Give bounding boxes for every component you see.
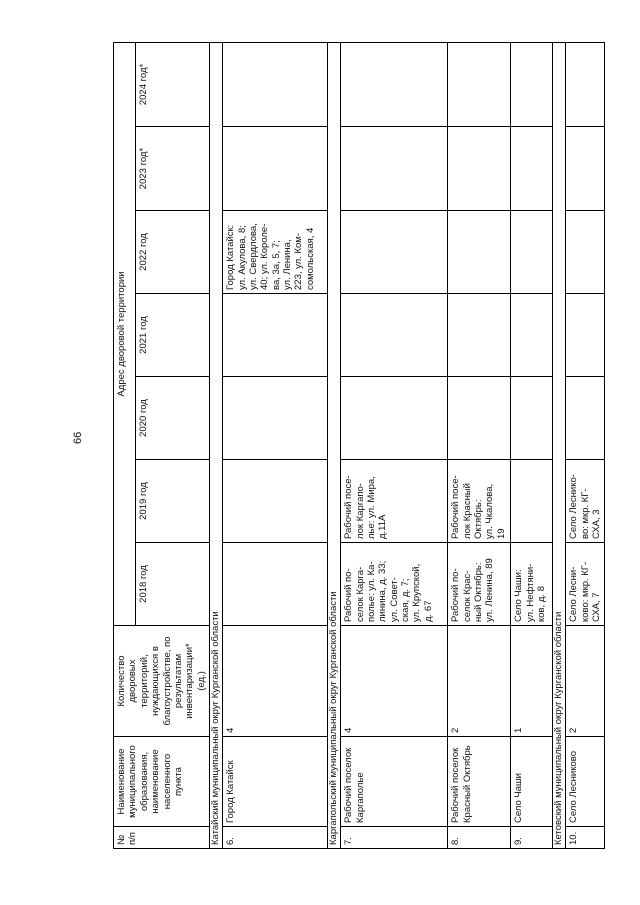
address-cell: [448, 42, 511, 126]
address-cell: [566, 127, 605, 211]
row-number: 8.: [448, 827, 511, 849]
address-cell: [566, 42, 605, 126]
territory-count: 2: [566, 626, 605, 737]
address-cell: [341, 127, 448, 211]
address-cell: [511, 127, 553, 211]
address-cell: [223, 543, 328, 626]
address-cell: [511, 294, 553, 377]
settlement-name: Рабочий поселок Красный Октябрь: [448, 737, 511, 827]
table-row: [511, 42, 553, 848]
address-cell: [566, 377, 605, 460]
territory-count: 4: [223, 626, 328, 737]
courtyard-territories-table: [113, 42, 605, 849]
settlement-name: Рабочий поселок Каргаполье: [341, 737, 448, 827]
address-cell: Рабочий посе- лок Красный Октябрь: ул. Чкалова, 19: [448, 460, 511, 543]
page-number: 66: [72, 431, 84, 444]
address-cell: [341, 294, 448, 377]
address-cell: Город Катайск: ул. Акулова, 8; ул. Свердлова, 40; ул. Короле- ва, 3а, 5, 7; ул. Ленина, 223, ул. Ком- сомольская, 4: [223, 211, 328, 294]
region-label: Катайский муниципальный округ Курганской области: [210, 42, 223, 848]
address-cell: [448, 127, 511, 211]
address-cell: [341, 377, 448, 460]
rotated-page-content: [113, 43, 602, 849]
address-cell: [341, 211, 448, 294]
territory-count: 1: [511, 626, 553, 737]
address-cell: [223, 294, 328, 377]
address-cell: [566, 294, 605, 377]
header-year: 2023 год*: [136, 127, 210, 211]
address-cell: [223, 377, 328, 460]
settlement-name: Город Катайск: [223, 737, 328, 827]
address-cell: [511, 377, 553, 460]
address-cell: [341, 42, 448, 126]
address-cell: [511, 211, 553, 294]
region-row: [328, 42, 341, 848]
header-year: 2019 год: [136, 460, 210, 543]
header-row-1: [114, 42, 136, 848]
region-row: [210, 42, 223, 848]
header-year: 2021 год: [136, 294, 210, 377]
address-cell: [448, 377, 511, 460]
address-cell: [511, 460, 553, 543]
row-number: 6.: [223, 827, 328, 849]
header-num: № п/п: [114, 827, 210, 849]
address-cell: Рабочий по- селок Карга- полье: ул. Ка- линина, д. 33; ул. Совет- ская, д. 7; ул. Крупской, д. 67: [341, 543, 448, 626]
row-number: 10.: [566, 827, 605, 849]
settlement-name: Село Чаши: [511, 737, 553, 827]
table-row: [341, 42, 448, 848]
address-cell: Рабочий посе- лок Каргапо- лье: ул. Мира, д.11А: [341, 460, 448, 543]
region-label: Кетовский муниципальный округ Курганской области: [553, 42, 566, 848]
header-year: 2024 год*: [136, 42, 210, 126]
address-cell: [448, 211, 511, 294]
address-cell: [223, 460, 328, 543]
table-row: [448, 42, 511, 848]
header-year: 2022 год: [136, 211, 210, 294]
address-cell: Рабочий по- селок Крас- ный Октябрь: ул. Ленина, 89: [448, 543, 511, 626]
settlement-name: Село Лесниково: [566, 737, 605, 827]
row-number: 7.: [341, 827, 448, 849]
address-cell: [223, 127, 328, 211]
address-cell: Село Лесни- ково: мкр. КГ- СХА, 7: [566, 543, 605, 626]
region-row: [553, 42, 566, 848]
row-number: 9.: [511, 827, 553, 849]
header-year: 2018 год: [136, 543, 210, 626]
address-cell: Село Чаши: ул. Нефтяни- ков, д. 8: [511, 543, 553, 626]
address-cell: [448, 294, 511, 377]
header-municipality: Наименование муниципального образования, наименование населенного пункта: [114, 737, 210, 827]
table-row: [566, 42, 605, 848]
address-cell: [511, 42, 553, 126]
table-row: [223, 42, 328, 848]
territory-count: 2: [448, 626, 511, 737]
territory-count: 4: [341, 626, 448, 737]
address-cell: Село Леснико- во: мкр. КГ- СХА, 3: [566, 460, 605, 543]
header-year: 2020 год: [136, 377, 210, 460]
header-count: Количество дворовых территорий, нуждающихся в благоустройстве, по результатам инвентаризации* (ед.): [114, 626, 210, 737]
address-cell: [223, 42, 328, 126]
address-cell: [566, 211, 605, 294]
region-label: Каргапольский муниципальный округ Курганской области: [328, 42, 341, 848]
header-address-group: Адрес дворовой территории: [114, 42, 136, 625]
